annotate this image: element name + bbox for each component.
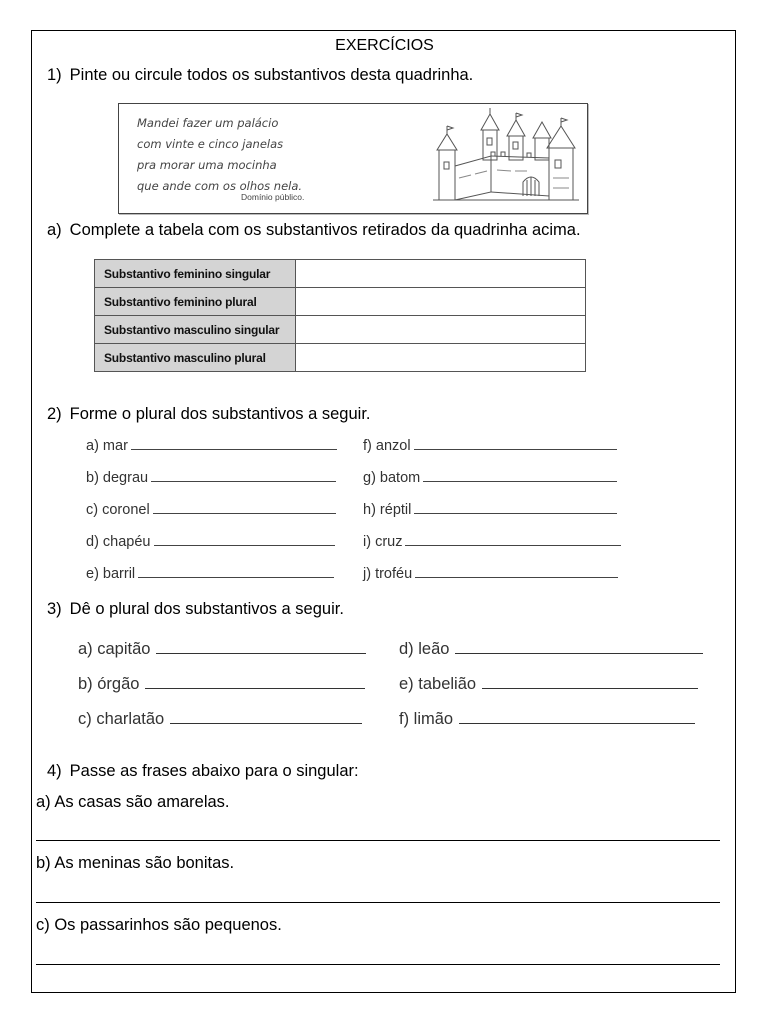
plural-item-h	[363, 501, 617, 518]
plural-item-label: e) barril	[86, 566, 136, 582]
table-row	[95, 288, 586, 316]
answer-line[interactable]	[423, 469, 617, 482]
question-4-number: 4)	[47, 762, 62, 780]
table-row	[95, 260, 586, 288]
poem-box	[118, 103, 588, 214]
plural-item-tabeliao	[399, 674, 698, 694]
answer-line[interactable]	[138, 565, 334, 578]
question-1-text: Pinte ou circule todos os substantivos desta quadrinha.	[69, 66, 474, 84]
sentence-a: a) As casas são amarelas.	[36, 793, 230, 811]
castle-illustration	[431, 108, 581, 208]
answer-line[interactable]	[145, 674, 365, 689]
plural-item-b	[86, 469, 336, 486]
noun-table	[94, 259, 586, 372]
sentence-b: b) As meninas são bonitas.	[36, 854, 235, 872]
plural-item-label: a) capitão	[78, 640, 151, 658]
plural-item-label: d) chapéu	[86, 534, 151, 550]
plural-item-leao	[399, 639, 703, 659]
question-2-text: Forme o plural dos substantivos a seguir.	[69, 405, 371, 423]
answer-line[interactable]	[170, 709, 362, 724]
plural-item-d	[86, 533, 335, 550]
sentence-c: c) Os passarinhos são pequenos.	[36, 916, 282, 934]
answer-line[interactable]	[36, 964, 720, 965]
answer-line[interactable]	[482, 674, 698, 689]
plural-item-i	[363, 533, 621, 550]
plural-item-label: e) tabelião	[399, 675, 477, 693]
table-row-label: Substantivo feminino plural	[95, 288, 296, 316]
plural-item-a	[86, 437, 337, 454]
question-1a	[47, 221, 581, 240]
plural-item-label: c) charlatão	[78, 710, 165, 728]
answer-line[interactable]	[36, 902, 720, 903]
answer-line[interactable]	[151, 469, 336, 482]
table-row	[95, 316, 586, 344]
answer-line[interactable]	[414, 501, 617, 514]
table-answer-cell[interactable]	[296, 260, 586, 288]
question-4	[47, 762, 359, 781]
plural-item-label: d) leão	[399, 640, 450, 658]
question-1	[47, 66, 473, 85]
plural-item-label: j) troféu	[363, 566, 413, 582]
answer-line[interactable]	[36, 840, 720, 841]
answer-line[interactable]	[154, 533, 335, 546]
plural-item-charlatao	[78, 709, 362, 729]
question-1a-text: Complete a tabela com os substantivos retirados da quadrinha acima.	[69, 221, 581, 239]
poem-credit: Domínio público.	[241, 192, 305, 202]
worksheet-title: EXERCÍCIOS	[335, 37, 434, 54]
plural-item-label: f) limão	[399, 710, 454, 728]
poem-line: Mandei fazer um palácio	[137, 116, 279, 130]
poem-line: que ande com os olhos nela.	[137, 179, 303, 193]
answer-line[interactable]	[405, 533, 621, 546]
question-3-number: 3)	[47, 600, 62, 618]
poem-line: pra morar uma mocinha	[137, 158, 277, 172]
question-2	[47, 405, 371, 424]
table-row-label: Substantivo masculino singular	[95, 316, 296, 344]
answer-line[interactable]	[156, 639, 366, 654]
answer-line[interactable]	[131, 437, 337, 450]
plural-item-label: a) mar	[86, 438, 128, 454]
table-row-label: Substantivo masculino plural	[95, 344, 296, 372]
plural-item-label: i) cruz	[363, 534, 403, 550]
poem	[137, 113, 302, 197]
plural-item-c	[86, 501, 336, 518]
plural-item-e	[86, 565, 334, 582]
plural-item-j	[363, 565, 618, 582]
question-3	[47, 600, 344, 619]
answer-line[interactable]	[415, 565, 618, 578]
plural-item-label: b) órgão	[78, 675, 140, 693]
table-row	[95, 344, 586, 372]
worksheet-frame	[31, 30, 736, 993]
plural-item-label: g) batom	[363, 470, 421, 486]
plural-item-orgao	[78, 674, 365, 694]
answer-line[interactable]	[153, 501, 336, 514]
table-row-label: Substantivo feminino singular	[95, 260, 296, 288]
answer-line[interactable]	[455, 639, 703, 654]
plural-item-f	[363, 437, 617, 454]
plural-item-capitao	[78, 639, 366, 659]
table-answer-cell[interactable]	[296, 316, 586, 344]
plural-item-label: b) degrau	[86, 470, 149, 486]
answer-line[interactable]	[459, 709, 695, 724]
plural-item-limao	[399, 709, 695, 729]
plural-item-label: c) coronel	[86, 502, 150, 518]
answer-line[interactable]	[414, 437, 617, 450]
question-1-number: 1)	[47, 66, 62, 84]
question-3-text: Dê o plural dos substantivos a seguir.	[69, 600, 344, 618]
poem-line: com vinte e cinco janelas	[137, 137, 284, 151]
question-1a-number: a)	[47, 221, 62, 239]
question-4-text: Passe as frases abaixo para o singular:	[69, 762, 359, 780]
plural-item-label: h) réptil	[363, 502, 412, 518]
table-answer-cell[interactable]	[296, 344, 586, 372]
plural-item-label: f) anzol	[363, 438, 411, 454]
table-answer-cell[interactable]	[296, 288, 586, 316]
plural-item-g	[363, 469, 617, 486]
question-2-number: 2)	[47, 405, 62, 423]
